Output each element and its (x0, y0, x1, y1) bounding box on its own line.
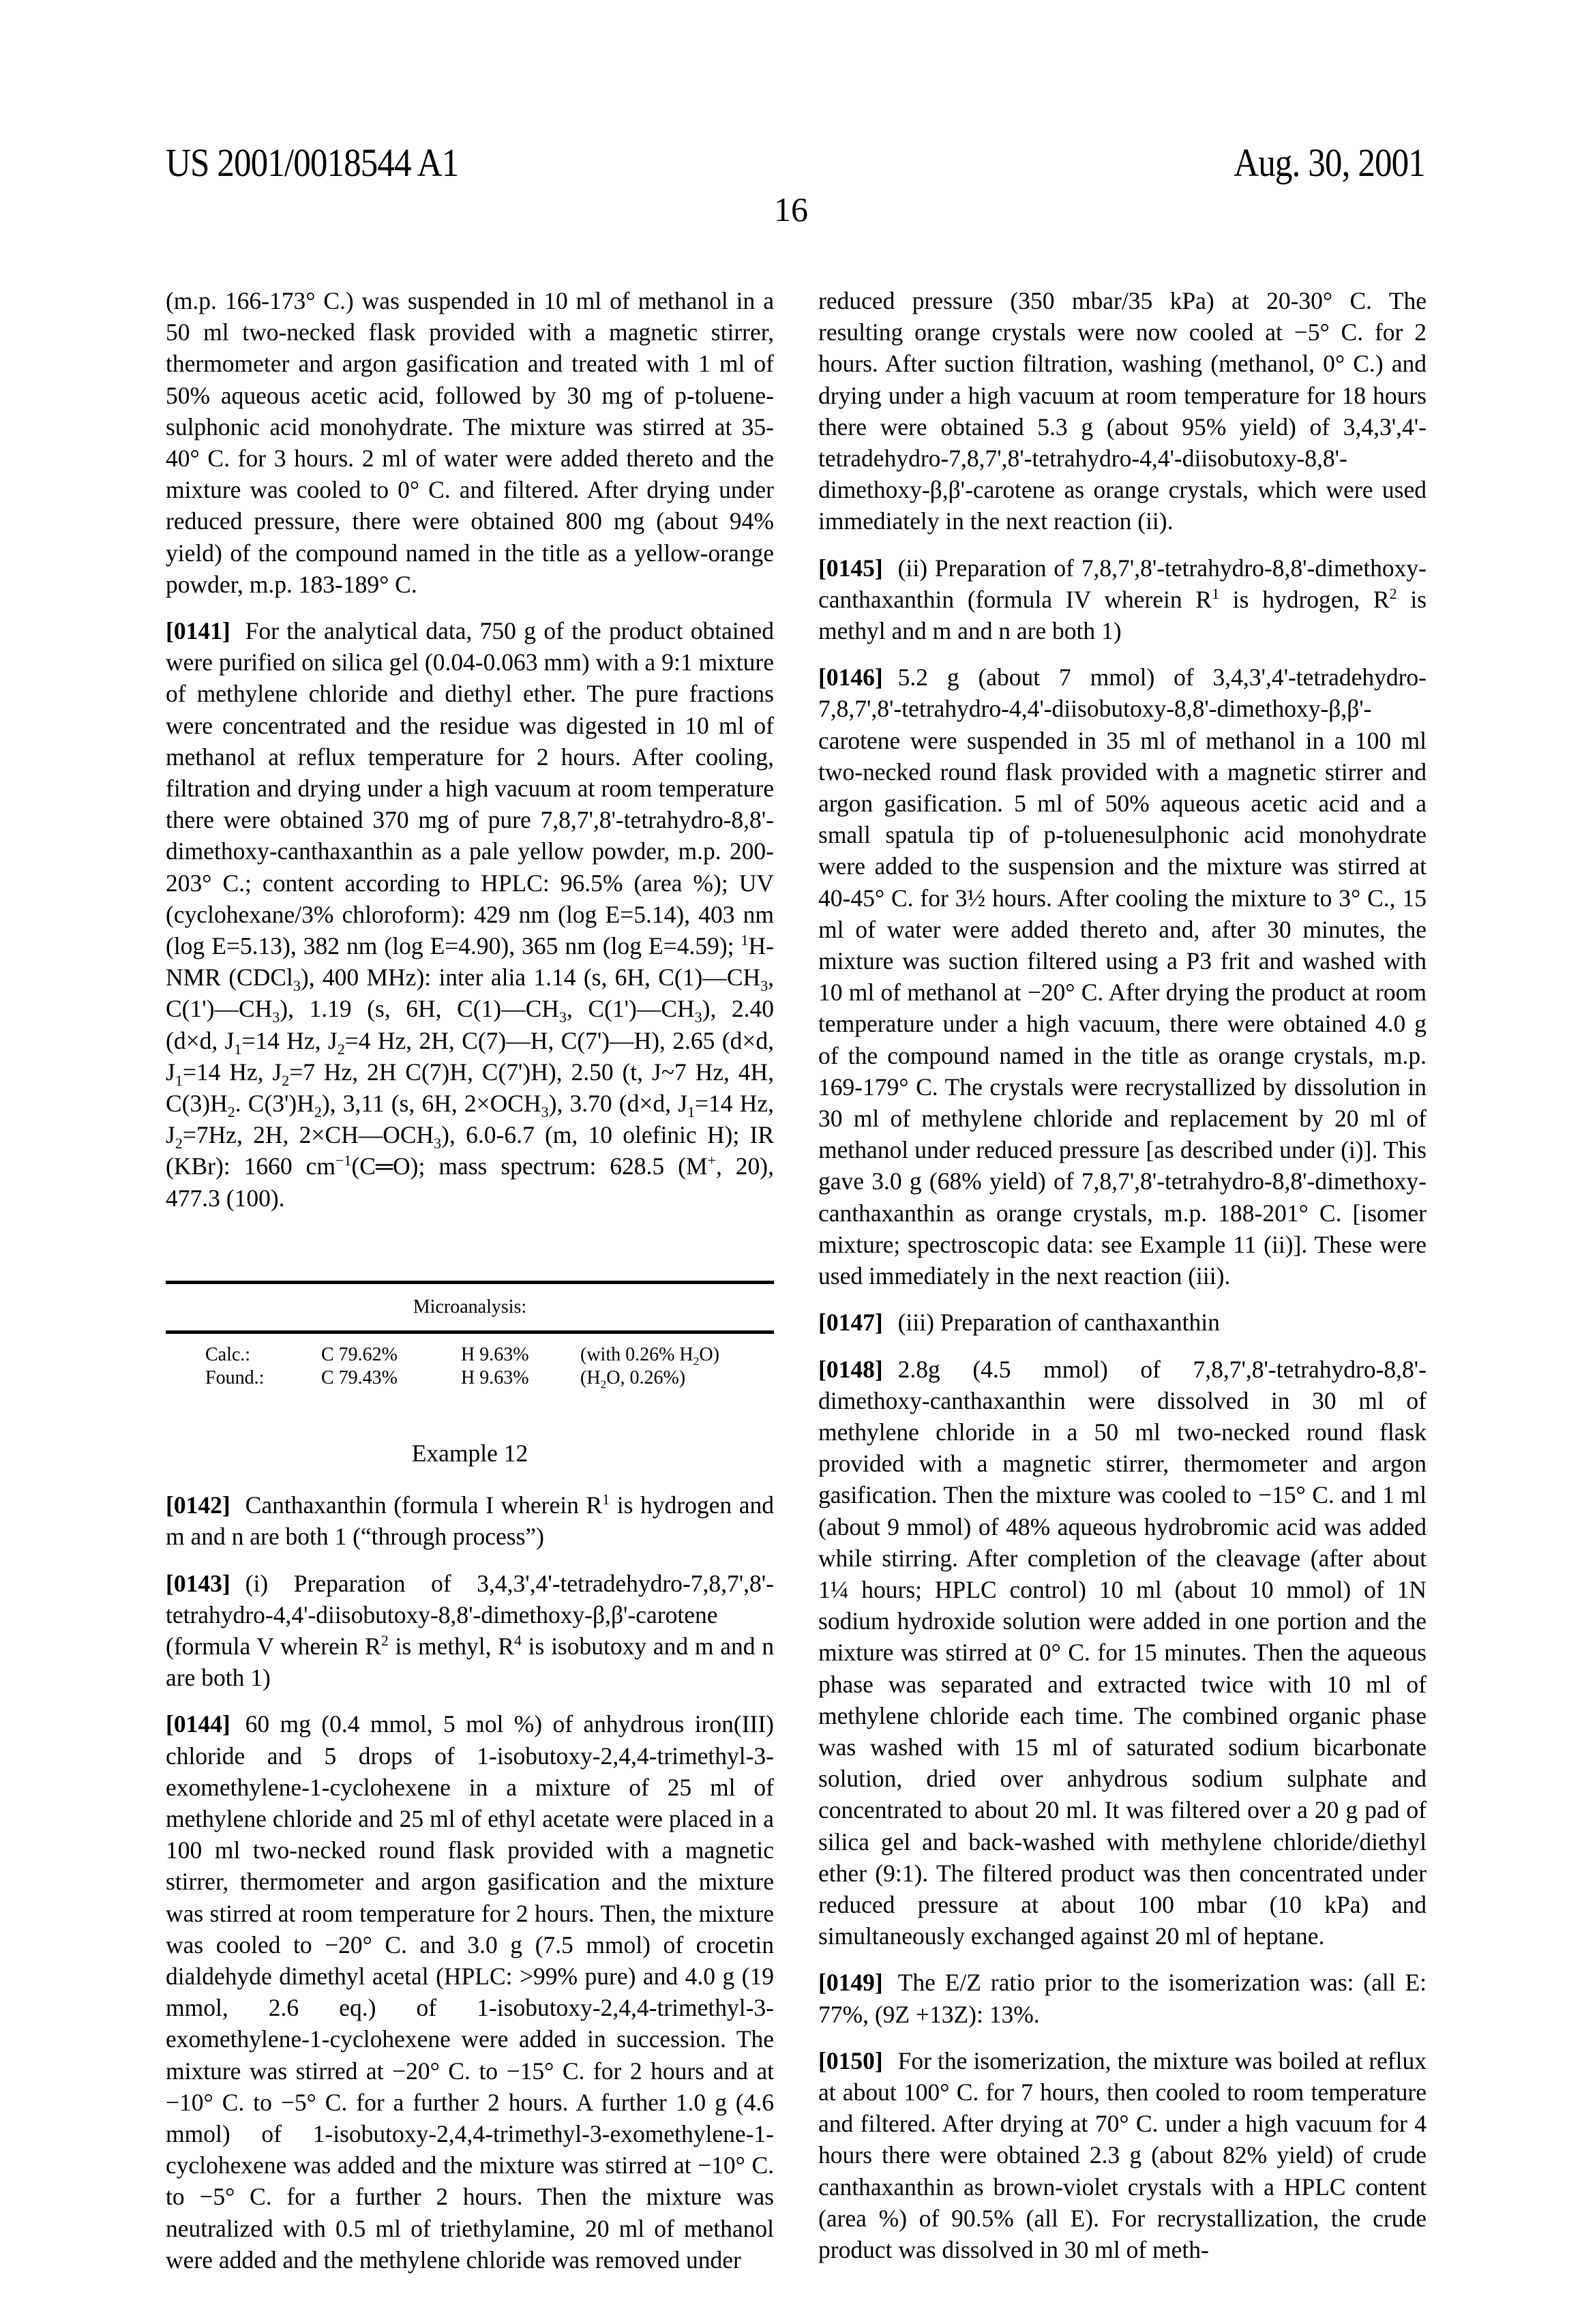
paragraph-0150 (818, 2045, 1427, 2265)
superscript: + (708, 1152, 716, 1170)
superscript: 2 (381, 1632, 389, 1649)
subscript: 3 (559, 1009, 567, 1026)
text: H-NMR (CDCl (166, 932, 774, 991)
subscript: 2 (314, 1103, 322, 1120)
publication-number: US 2001/0018544 A1 (166, 140, 458, 185)
paragraph-0145 (818, 552, 1427, 647)
paragraph-0147 (818, 1307, 1427, 1338)
text: ), 1.19 (s, 6H, C(1)—CH (280, 995, 559, 1022)
text: (ii) Preparation of 7,8,7',8'-tetrahydro-8,8'-dimethoxy-canthaxanthin (formula IV wherein R (818, 554, 1427, 613)
text: =7 Hz, 2H C(7)H, C(7')H), 2.50 (t, J~7 Hz, 4H, C(3)H (166, 1058, 774, 1117)
subscript: 1 (234, 1041, 241, 1058)
paragraph-0148 (818, 1354, 1427, 1952)
superscript: 2 (1390, 585, 1397, 602)
subscript: 3 (272, 1009, 280, 1026)
publication-date: Aug. 30, 2001 (1234, 140, 1425, 185)
subscript: 2 (601, 1377, 607, 1390)
text: For the analytical data, 750 g of the product obtained were purified on silica gel (0.04-0.063 mm) with a 9:1 mixture of methylene chloride and diethyl ether. The pure fractions were concentrated and the residue was digested in 10 ml of methanol at reflux temperature for 2 hours. After cooling, filtration and drying under a high vacuum at room temperature there were obtained 370 mg of pure 7,8,7',8'-tetrahydro-8,8'-dimethoxy-canthaxanthin as a pale yellow powder, m.p. 200-203° C.; content according to HPLC: 96.5% (area %); UV (cyclohexane/3% chloroform): 429 nm (log E=5.14), 403 nm (log E=5.13), 382 nm (log E=4.90), 365 nm (log E=4.59); (166, 617, 774, 959)
text: , C(1')—CH (166, 964, 774, 1022)
paragraph-number: [0148] (818, 1356, 883, 1383)
text: =14 Hz, J (166, 1090, 774, 1148)
row-label: Found.: (166, 1367, 321, 1390)
paragraph-0149 (818, 1967, 1427, 2029)
text: ), 400 MHz): inter alia 1.14 (s, 6H, C(1)—CH (301, 964, 760, 991)
text: 60 mg (0.4 mmol, 5 mol %) of anhydrous iron(III) chloride and 5 drops of 1-isobutoxy-2,4,4-trimethyl-3-exomethylene-1-cyclohexene in a mixture of 25 ml of methylene chloride and 25 ml of ethyl acetate were placed in a 100 ml two-necked round flask provided with a magnetic stirrer, thermometer and argon gasification and the mixture was stirred at room temperature for 2 hours. Then, the mixture was cooled to −20° C. and 3.0 g (7.5 mmol) of crocetin dialdehyde dimethyl acetal (HPLC: >99% pure) and 4.0 g (19 mmol, 2.6 eq.) of 1-isobutoxy-2,4,4-trimethyl-3-exomethylene-1-cyclohexene were added in succession. The mixture was stirred at −20° C. to −15° C. for 2 hours and at −10° C. to −5° C. for a further 2 hours. A further 1.0 g (4.6 mmol) of 1-isobutoxy-2,4,4-trimethyl-3-exomethylene-1-cyclohexene was added and the mixture was stirred at −10° C. to −5° C. for a further 2 hours. Then the mixture was neutralized with 0.5 ml of triethylamine, 20 ml of methanol were added and the methylene chloride was removed under (166, 1710, 774, 2273)
subscript: 3 (541, 1103, 549, 1120)
paragraph-number: [0146] (818, 664, 883, 691)
table-header-rule (166, 1330, 774, 1334)
text: =4 Hz, 2H, C(7)—H, C(7')—H), 2.65 (d×d, J (166, 1027, 774, 1086)
text: , 20), 477.3 (100). (166, 1152, 774, 1211)
text: ), 6.0-6.7 (m, 10 olefinic H); IR (KBr): 1660 cm (166, 1121, 774, 1180)
text: =7Hz, 2H, 2×CH—OCH (183, 1121, 434, 1148)
text: is hydrogen and m and n are both 1 (“through process”) (166, 1491, 774, 1550)
text: =14 Hz, J (241, 1027, 337, 1054)
text: , C(1')—CH (567, 995, 695, 1022)
paragraph-number: [0150] (818, 2047, 883, 2074)
paragraph-number: [0143] (166, 1570, 230, 1597)
text: ), 3,11 (s, 6H, 2×OCH (322, 1090, 541, 1117)
table-row (166, 1367, 774, 1390)
subscript: 3 (760, 977, 768, 994)
text: is methyl and m and n are both 1) (818, 586, 1427, 644)
text: 5.2 g (about 7 mmol) of 3,4,3',4'-tetradehydro-7,8,7',8'-tetrahydro-4,4'-diisobutoxy-8,8'-dimethoxy-β,β'-carotene were suspended in 35 ml of methanol in a 100 ml two-necked round flask provided with a magnetic stirrer and argon gasification. 5 ml of 50% aqueous acetic acid and a small spatula tip of p-toluenesulphonic acid monohydrate were added to the suspension and the mixture was stirred at 40-45° C. for 3½ hours. After cooling the mixture to 3° C., 15 ml of water were added thereto and, after 30 minutes, the mixture was suction filtered using a P3 frit and washed with 10 ml of methanol at −20° C. After drying the product at room temperature under a high vacuum, there were obtained 4.0 g of the compound named in the title as orange crystals, m.p. 169-179° C. The crystals were recrystallized by dissolution in 30 ml of methylene chloride and replacement by 20 ml of methanol under reduced pressure [as described under (i)]. This gave 3.0 g (68% yield) of 7,8,7',8'-tetrahydro-8,8'-dimethoxy-canthaxanthin as orange crystals, m.p. 188-201° C. [isomer mixture; spectroscopic data: see Example 11 (ii)]. These were used immediately in the next reaction (iii). (818, 664, 1427, 1290)
paragraph-number: [0144] (166, 1710, 230, 1738)
text: is methyl, R (389, 1633, 514, 1660)
text: =14 Hz, J (183, 1058, 282, 1086)
continuation-paragraph: (m.p. 166-173° C.) was suspended in 10 ml of methanol in a 50 ml two-necked flask provided with a magnetic stirrer, thermometer and argon gasification and treated with 1 ml of 50% aqueous acetic acid, followed by 30 mg of p-toluene-sulphonic acid monohydrate. The mixture was stirred at 35-40° C. for 3 hours. 2 ml of water were added thereto and the mixture was cooled to 0° C. and filtered. After drying under reduced pressure, there were obtained 800 mg (about 94% yield) of the compound named in the title as a yellow-orange powder, m.p. 183-189° C. (166, 285, 774, 600)
text: The E/Z ratio prior to the isomerization was: (all E: 77%, (9Z +13Z): 13%. (818, 1969, 1427, 2027)
text: For the isomerization, the mixture was boiled at reflux at about 100° C. for 7 hours, then cooled to room temperature and filtered. After drying at 70° C. under a high vacuum for 4 hours there were obtained 2.3 g (about 82% yield) of crude canthaxanthin as brown-violet crystals with a HPLC content (area %) of 90.5% (all E). For recrystallization, the crude product was dissolved in 30 ml of meth- (818, 2047, 1427, 2263)
example-heading: Example 12 (166, 1437, 774, 1469)
text: 2.8g (4.5 mmol) of 7,8,7',8'-tetrahydro-8,8'-dimethoxy-canthaxanthin were dissolved in 30 ml of methylene chloride in a 50 ml two-necked round flask provided with a magnetic stirrer, thermometer and argon gasification. Then the mixture was cooled to −15° C. and 1 ml (about 9 mmol) of 48% aqueous hydrobromic acid was added while stirring. After completion of the cleavage (after about 1¼ hours; HPLC control) 10 ml (about 10 mmol) of 1N sodium hydroxide solution were added in one portion and the mixture was stirred at 0° C. for 15 minutes. Then the aqueous phase was separated and extracted twice with 10 ml of methylene chloride each time. The combined organic phase was washed with 15 ml of saturated sodium bicarbonate solution, dried over anhydrous sodium sulphate and concentrated to about 20 ml. It was filtered over a 20 g pad of silica gel and back-washed with methylene chloride/diethyl ether (9:1). The filtered product was then concentrated under reduced pressure at about 100 mbar (10 kPa) and simultaneously exchanged against 20 ml of heptane. (818, 1356, 1427, 1950)
paragraph-0143 (166, 1568, 774, 1694)
paragraph-0142 (166, 1489, 774, 1552)
subscript: 1 (687, 1103, 695, 1120)
paragraph-number: [0145] (818, 554, 883, 582)
subscript: 1 (175, 1072, 183, 1089)
text: is hydrogen, R (1219, 586, 1390, 613)
text: ), 3.70 (d×d, J (549, 1090, 687, 1117)
table-title: Microanalysis: (166, 1284, 774, 1330)
paragraph-number: [0149] (818, 1969, 883, 1996)
subscript: 2 (228, 1103, 235, 1120)
text: O, 0.26%) (606, 1367, 685, 1388)
paragraph-0146 (818, 661, 1427, 1292)
text: ), 2.40 (d×d, J (166, 995, 774, 1054)
text: O) (699, 1344, 719, 1365)
paragraph-number: [0142] (166, 1491, 230, 1519)
water-note (580, 1343, 774, 1367)
superscript: 4 (514, 1632, 522, 1649)
subscript: 3 (695, 1009, 702, 1026)
table-row (166, 1343, 774, 1367)
paragraph-0144 (166, 1708, 774, 2276)
text: . C(3')H (235, 1090, 314, 1117)
text: (C═O); mass spectrum: 628.5 (M (351, 1152, 707, 1180)
subscript: 3 (434, 1135, 441, 1152)
superscript: 1 (1212, 585, 1219, 602)
carbon-value: C 79.62% (321, 1343, 461, 1367)
paragraph-0141 (166, 615, 774, 1214)
text: (iii) Preparation of canthaxanthin (898, 1309, 1220, 1336)
continuation-paragraph: reduced pressure (350 mbar/35 kPa) at 20-30° C. The resulting orange crystals were now cooled at −5° C. for 2 hours. After suction filtration, washing (methanol, 0° C.) and drying under a high vacuum at room temperature for 18 hours there were obtained 5.3 g (about 95% yield) of 3,4,3',4'-tetradehydro-7,8,7',8'-tetrahydro-4,4'-diisobutoxy-8,8'-dimethoxy-β,β'-carotene as orange crystals, which were used immediately in the next reaction (ii). (818, 285, 1427, 537)
subscript: 3 (293, 977, 301, 994)
row-label: Calc.: (166, 1343, 321, 1367)
microanalysis-data (166, 1343, 774, 1390)
text: is isobutoxy and m and n are both 1) (166, 1633, 774, 1691)
water-note (580, 1367, 774, 1390)
text: (with 0.26% H (580, 1344, 693, 1365)
hydrogen-value: H 9.63% (461, 1367, 580, 1390)
superscript: −1 (335, 1152, 351, 1170)
text: Canthaxanthin (formula I wherein R (245, 1491, 603, 1519)
text: (i) Preparation of 3,4,3',4'-tetradehydro-7,8,7',8'-tetrahydro-4,4'-diisobutoxy-8,8'-dimethoxy-β,β'-carotene (formula V wherein R (166, 1570, 774, 1660)
paragraph-number: [0141] (166, 617, 230, 644)
superscript: 1 (741, 932, 749, 949)
subscript: 2 (693, 1354, 700, 1367)
superscript: 1 (602, 1491, 610, 1508)
subscript: 2 (175, 1135, 183, 1152)
left-column (166, 285, 774, 2291)
carbon-value: C 79.43% (321, 1367, 461, 1390)
subscript: 2 (282, 1072, 289, 1089)
page-number: 16 (0, 190, 1582, 229)
subscript: 2 (338, 1041, 345, 1058)
text: (H (580, 1367, 601, 1388)
paragraph-number: [0147] (818, 1309, 883, 1336)
right-column (818, 285, 1427, 2280)
microanalysis-table (166, 1281, 774, 1390)
hydrogen-value: H 9.63% (461, 1343, 580, 1367)
